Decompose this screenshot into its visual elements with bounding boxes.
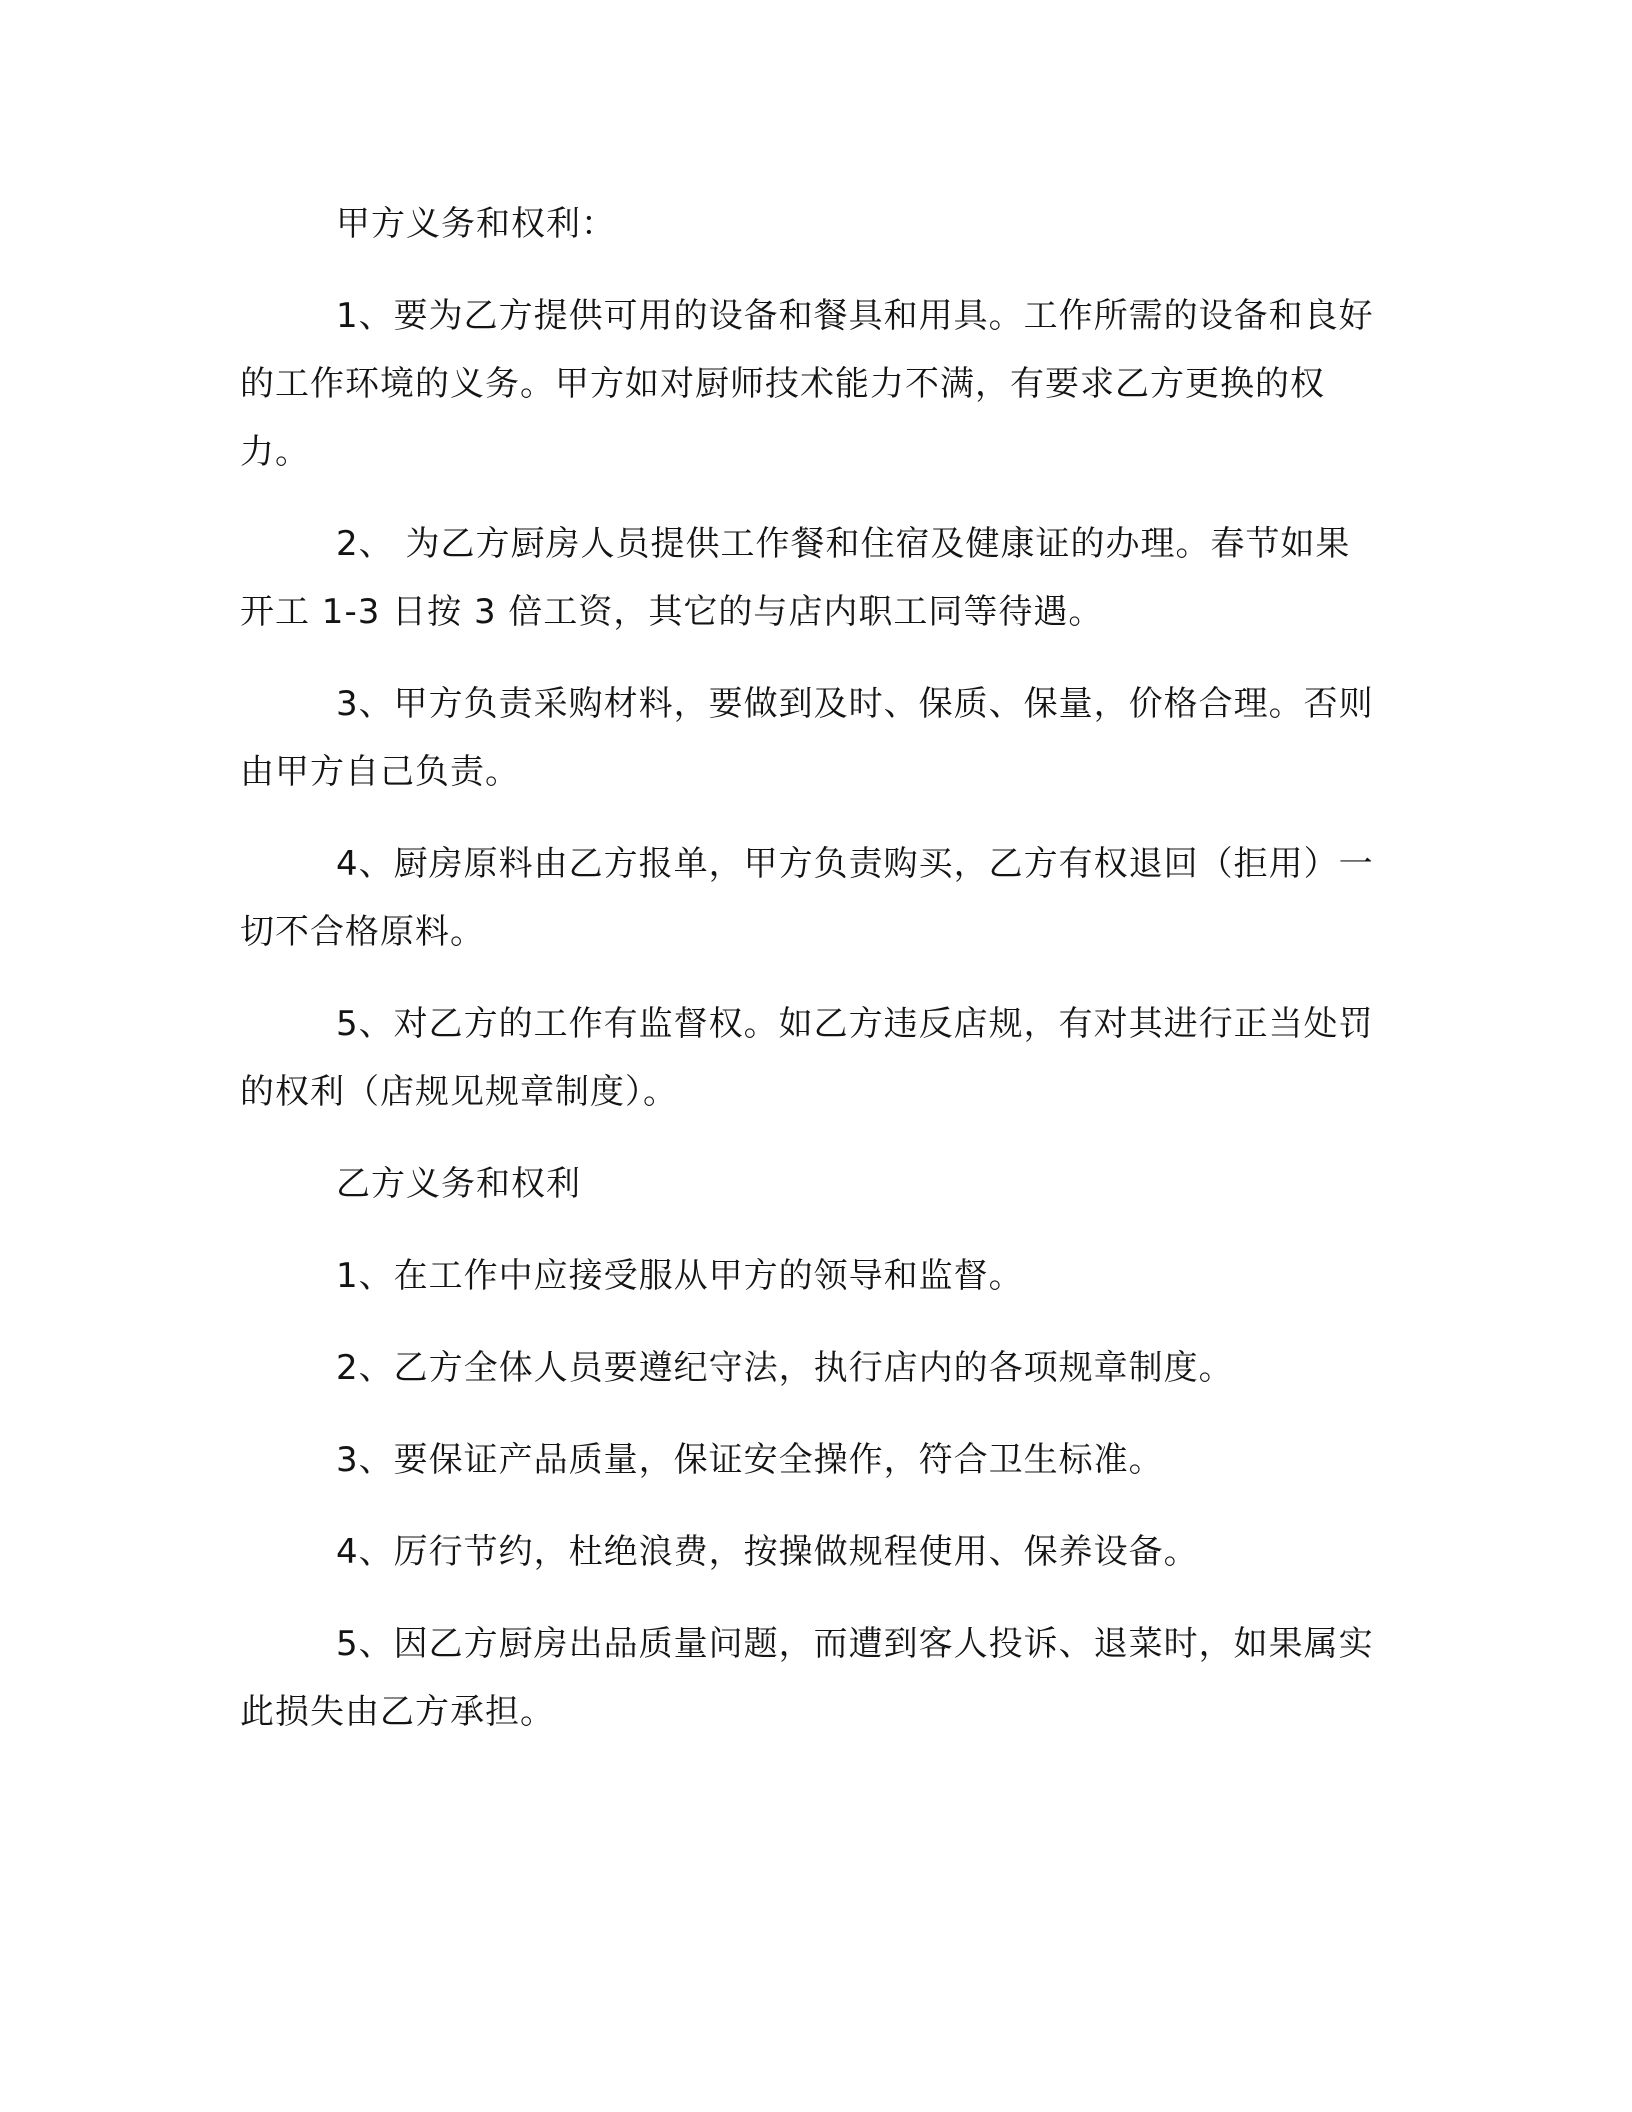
party-a-item-2: 2、 为乙方厨房人员提供工作餐和住宿及健康证的办理。春节如果开工 1-3 日按 3 倍工资，其它的与店内职工同等待遇。 (240, 524, 1351, 632)
party-b-list (240, 1242, 1380, 1746)
party-a-heading: 甲方义务和权利： (336, 204, 616, 244)
party-a-item-5: 5、对乙方的工作有监督权。如乙方违反店规，有对其进行正当处罚的权利（店规见规章制度）。 (240, 1004, 1374, 1112)
party-a-list (240, 282, 1380, 1126)
party-b-item-3: 3、要保证产品质量，保证安全操作，符合卫生标准。 (336, 1440, 1164, 1480)
party-b-item-1: 1、在工作中应接受服从甲方的领导和监督。 (336, 1256, 1024, 1296)
party-b-heading: 乙方义务和权利 (336, 1164, 581, 1204)
party-a-item-3: 3、甲方负责采购材料，要做到及时、保质、保量，价格合理。否则由甲方自己负责。 (240, 684, 1374, 792)
party-a-item-1: 1、要为乙方提供可用的设备和餐具和用具。工作所需的设备和良好的工作环境的义务。甲方如对厨师技术能力不满，有要求乙方更换的权力。 (240, 296, 1374, 472)
party-b-item-2: 2、乙方全体人员要遵纪守法，执行店内的各项规章制度。 (336, 1348, 1234, 1388)
party-b-item-4: 4、厉行节约，杜绝浪费，按操做规程使用、保养设备。 (336, 1532, 1199, 1572)
party-b-item-5: 5、因乙方厨房出品质量问题，而遭到客人投诉、退菜时，如果属实此损失由乙方承担。 (240, 1624, 1374, 1732)
party-a-item-4: 4、厨房原料由乙方报单，甲方负责购买，乙方有权退回（拒用）一切不合格原料。 (240, 844, 1374, 952)
document-body (240, 190, 1380, 1770)
